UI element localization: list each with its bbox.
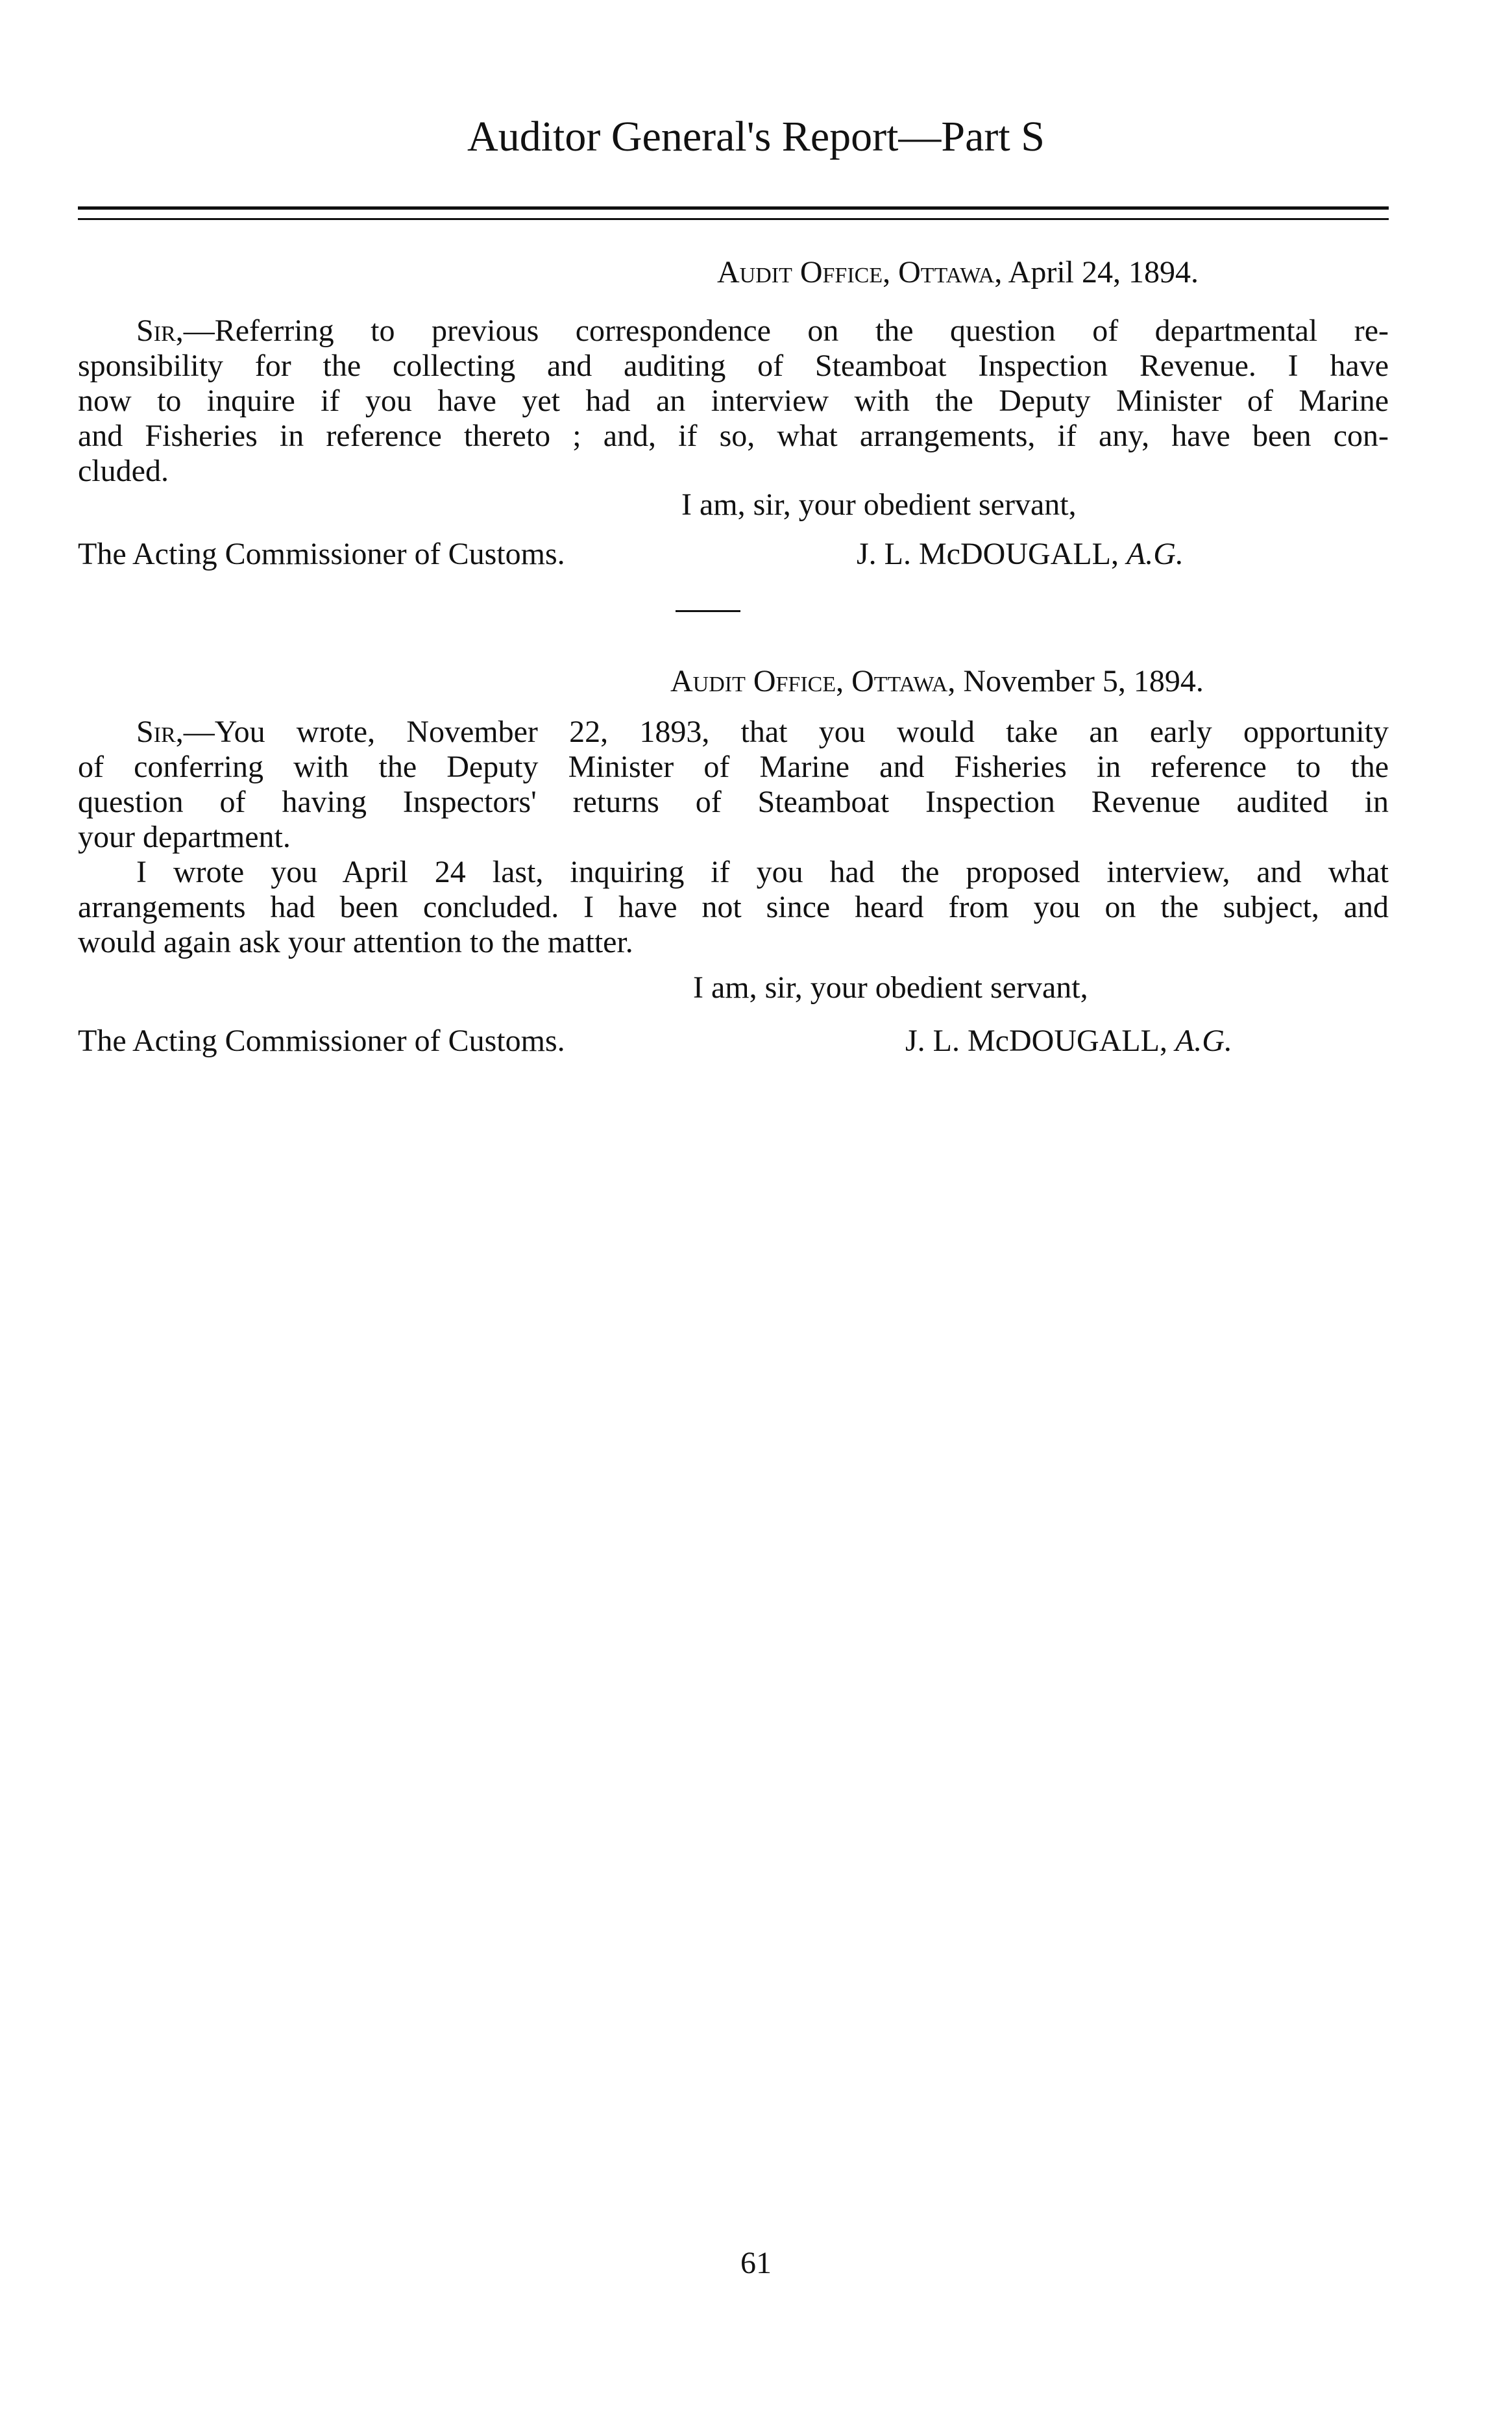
page-number: 61 [740, 2246, 772, 2280]
letter-1-closing: I am, sir, your obedient servant, [681, 487, 1077, 522]
letter-1-body-line-3: now to inquire if you have yet had an interview with the Deputy Minister of Marine [78, 384, 1389, 418]
letter-2-city: Ottawa [851, 664, 948, 698]
letter-1-body-line-4: and Fisheries in reference thereto ; and, if so, what arrangements, if any, have been con- [78, 419, 1389, 453]
letter-1-salutation: Sir, [136, 314, 184, 348]
letter-1-body-line-2: sponsibility for the collecting and auditing of Steamboat Inspection Revenue. I have [78, 349, 1389, 383]
letter-2-dateline: Audit Office, Ottawa, November 5, 1894. [670, 664, 1204, 698]
letter-2-body-line-5: I wrote you April 24 last, inquiring if you had the proposed interview, and what [136, 855, 1389, 889]
letter-2-body-line-7: would again ask your attention to the matter. [78, 925, 633, 959]
letter-1-signature [857, 539, 1184, 570]
letter-2-date: November 5, 1894. [963, 664, 1204, 698]
letter-1-body-line-1: Sir,—Referring to previous correspondence on the question of departmental re- [136, 314, 1389, 348]
letter-2-office: Audit Office [670, 664, 836, 698]
letter-1-date: April 24, 1894. [1008, 255, 1199, 289]
letter-2-addressee: The Acting Commissioner of Customs. [78, 1024, 565, 1058]
letter-2-body-line-6: arrangements had been concluded. I have not since heard from you on the subject, and [78, 890, 1389, 924]
letter-1-office: Audit Office [717, 255, 883, 289]
letter-1-body-line-5: cluded. [78, 454, 169, 488]
letter-2-body-line-1: Sir,—You wrote, November 22, 1893, that you would take an early opportunity [136, 715, 1389, 749]
letter-2-salutation: Sir, [136, 715, 184, 749]
letter-1-signature-title: A.G. [1126, 537, 1184, 571]
letter-2-signature [905, 1026, 1232, 1057]
page-title: Auditor General's Report—Part S [467, 113, 1045, 160]
header-rule-thick [78, 206, 1389, 210]
letter-2-body-line-2: of conferring with the Deputy Minister of Marine and Fisheries in reference to the [78, 750, 1389, 784]
letter-1-signature-name: J. L. McDOUGALL, [857, 537, 1119, 571]
letter-1-addressee: The Acting Commissioner of Customs. [78, 537, 565, 571]
header-rule-thin [78, 218, 1389, 220]
letter-2-closing: I am, sir, your obedient servant, [693, 970, 1088, 1005]
letter-2-signature-name: J. L. McDOUGALL, [905, 1024, 1167, 1058]
letter-2-signature-title: A.G. [1175, 1024, 1232, 1058]
letter-1-city: Ottawa [898, 255, 995, 289]
letter-2-body-line-3: question of having Inspectors' returns of Steamboat Inspection Revenue audited in [78, 785, 1389, 819]
letter-2-body-line-4: your department. [78, 820, 291, 854]
letter-1-dateline: Audit Office, Ottawa, April 24, 1894. [717, 255, 1199, 289]
letter-divider [676, 610, 740, 612]
